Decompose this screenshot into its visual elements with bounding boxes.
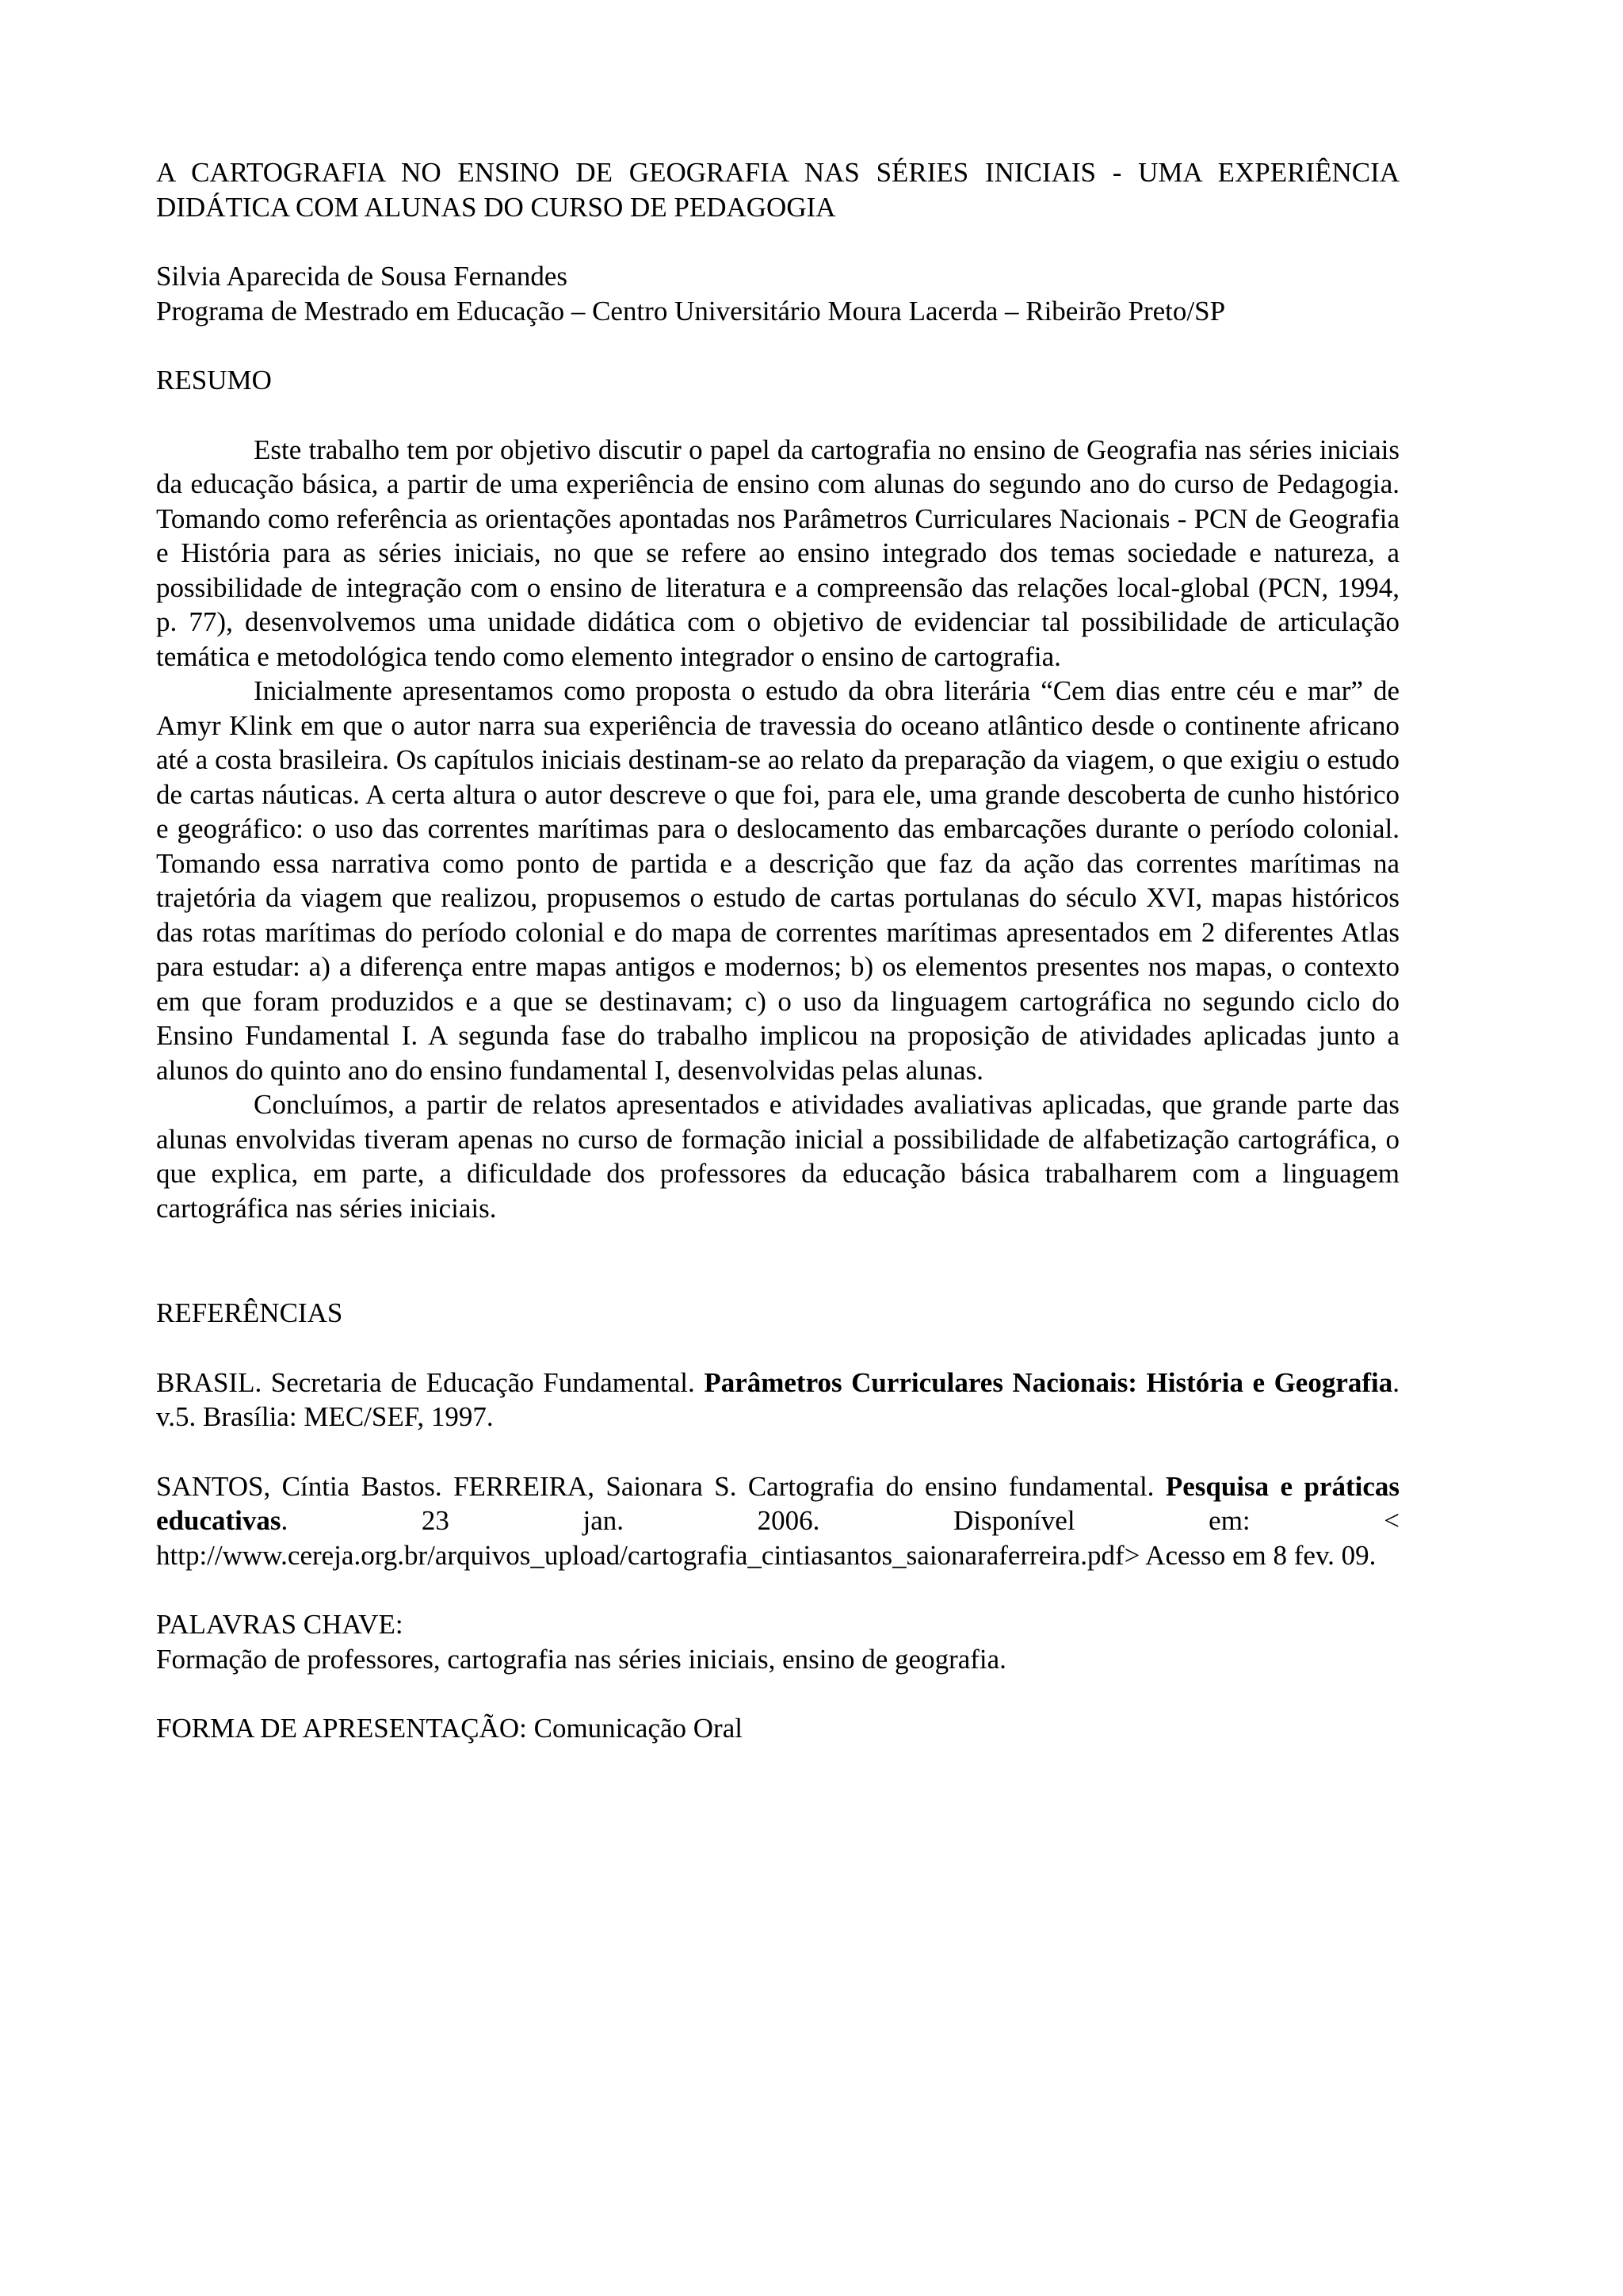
reference-text: SANTOS, Cíntia Bastos. FERREIRA, Saionara S. Cartografia do ensino fundamental. xyxy=(156,1470,1166,1502)
reference-bold-title: Pesquisa e práticas educativas xyxy=(156,1470,1400,1536)
keywords-heading: PALAVRAS CHAVE: xyxy=(156,1609,403,1640)
reference-text: . 23 jan. 2006. Disponível em: < http://www.cereja.org.br/arquivos_upload/cartografia_cintiasantos_saionaraferreira.pdf> Acesso em 8 fev. 09. xyxy=(156,1505,1400,1571)
reference-bold-title: Parâmetros Curriculares Nacionais: História e Geografia xyxy=(704,1366,1393,1398)
abstract-body xyxy=(156,433,1400,1226)
presentation-form xyxy=(156,1711,1400,1746)
keywords-text: Formação de professores, cartografia nas séries iniciais, ensino de geografia. xyxy=(156,1643,1006,1675)
author-name: Silvia Aparecida de Sousa Fernandes xyxy=(156,261,568,292)
spacer xyxy=(156,328,1400,363)
spacer xyxy=(156,398,1400,433)
spacer xyxy=(156,1572,1400,1607)
spacer xyxy=(156,224,1400,259)
author-affiliation: Programa de Mestrado em Educação – Centro Universitário Moura Lacerda – Ribeirão Preto/SP xyxy=(156,295,1226,327)
spacer xyxy=(156,1331,1400,1366)
spacer xyxy=(156,1435,1400,1469)
spacer xyxy=(156,1676,1400,1711)
presentation-label: FORMA DE APRESENTAÇÃO: xyxy=(156,1713,527,1744)
abstract-paragraph: Este trabalho tem por objetivo discutir o papel da cartografia no ensino de Geografia nas séries iniciais da educação básica, a partir de uma experiência de ensino com alunas do segundo ano do curso de Pedagogia. Tomando como referência as orientações apontadas nos Parâmetros Curriculares Nacionais - PCN de Geografia e História para as séries iniciais, no que se refere ao ensino integrado dos temas sociedade e natureza, a possibilidade de integração com o ensino de literatura e a compreensão das relações local-global (PCN, 1994, p. 77), desenvolvemos uma unidade didática com o objetivo de evidenciar tal possibilidade de articulação temática e metodológica tendo como elemento integrador o ensino de cartografia. xyxy=(156,434,1400,672)
abstract-paragraph: Inicialmente apresentamos como proposta o estudo da obra literária “Cem dias entre céu e mar” de Amyr Klink em que o autor narra sua experiência de travessia do oceano atlântico desde o continente africano até a costa brasileira. Os capítulos iniciais destinam-se ao relato da preparação da viagem, o que exigiu o estudo de cartas náuticas. A certa altura o autor descreve o que foi, para ele, uma grande descoberta de cunho histórico e geográfico: o uso das correntes marítimas para o deslocamento das embarcações durante o período colonial. Tomando essa narrativa como ponto de partida e a descrição que faz da ação das correntes marítimas na trajetória da viagem que realizou, propusemos o estudo de cartas portulanas do século XVI, mapas históricos das rotas marítimas do período colonial e do mapa de correntes marítimas apresentados em 2 diferentes Atlas para estudar: a) a diferença entre mapas antigos e modernos; b) os elementos presentes nos mapas, o contexto em que foram produzidos e a que se destinavam; c) o uso da linguagem cartográfica no segundo ciclo do Ensino Fundamental I. A segunda fase do trabalho implicou na proposição de atividades aplicadas junto a alunos do quinto ano do ensino fundamental I, desenvolvidas pelas alunas. xyxy=(156,675,1400,1086)
references-heading: REFERÊNCIAS xyxy=(156,1297,343,1328)
reference-item xyxy=(156,1366,1400,1435)
abstract-heading: RESUMO xyxy=(156,365,272,395)
document-page xyxy=(156,155,1400,1746)
presentation-value: Comunicação Oral xyxy=(533,1713,743,1744)
paper-title: A CARTOGRAFIA NO ENSINO DE GEOGRAFIA NAS SÉRIES INICIAIS - UMA EXPERIÊNCIA DIDÁTICA COM ALUNAS DO CURSO DE PEDAGOGIA xyxy=(156,157,1400,223)
reference-item xyxy=(156,1469,1400,1573)
reference-text: . v.5. Brasília: MEC/SEF, 1997. xyxy=(156,1366,1400,1432)
reference-text: BRASIL. Secretaria de Educação Fundamental. xyxy=(156,1366,705,1398)
spacer xyxy=(156,1225,1400,1294)
abstract-paragraph: Concluímos, a partir de relatos apresentados e atividades avaliativas aplicadas, que grande parte das alunas envolvidas tiveram apenas no curso de formação inicial a possibilidade de alfabetização cartográfica, o que explica, em parte, a dificuldade dos professores da educação básica trabalharem com a linguagem cartográfica nas séries iniciais. xyxy=(156,1089,1400,1224)
